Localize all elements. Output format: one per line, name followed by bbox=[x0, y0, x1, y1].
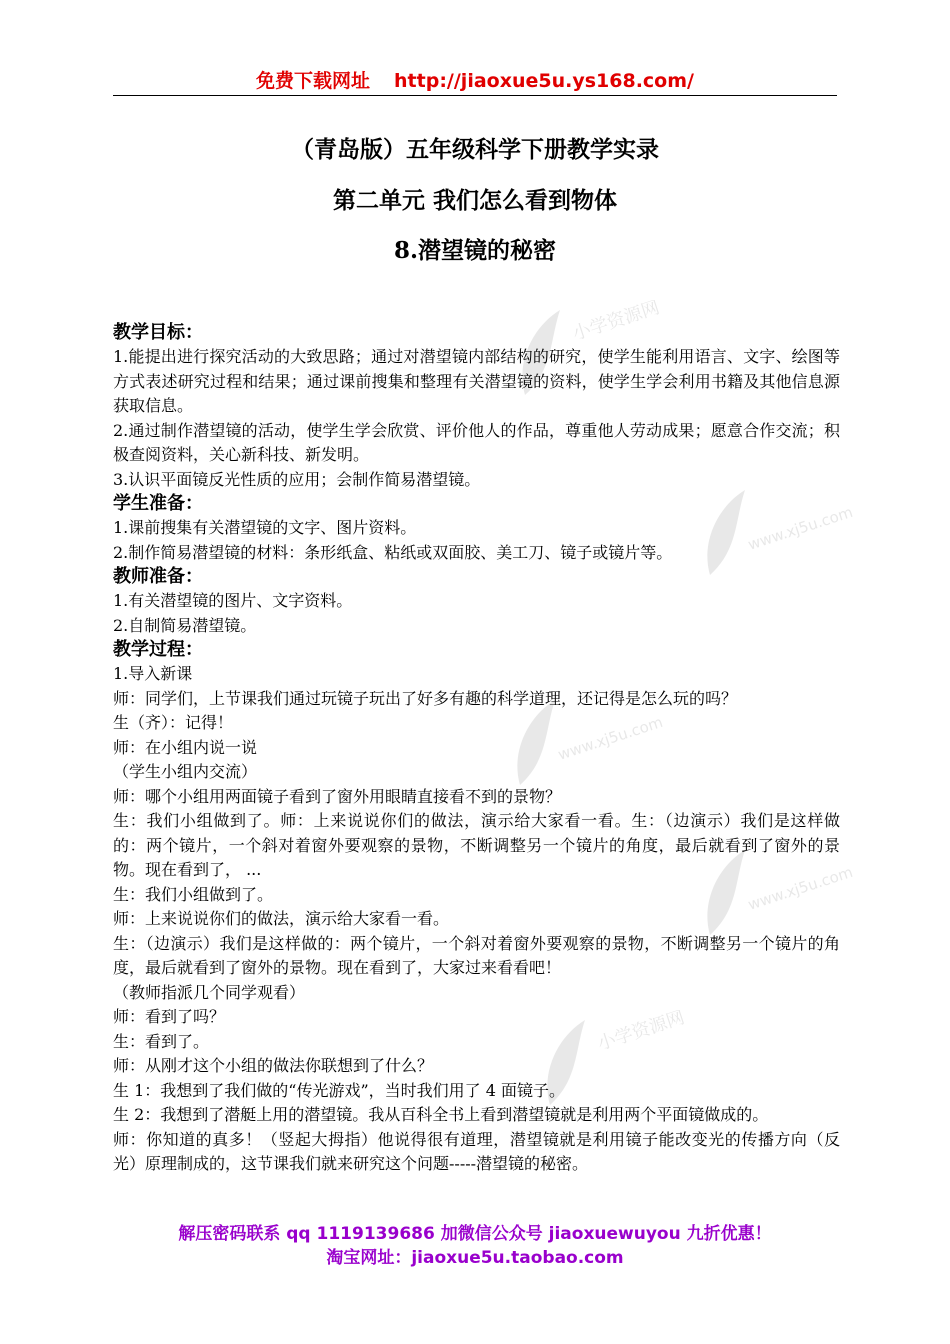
process-line: 生 1：我想到了我们做的“传光游戏”，当时我们用了 4 面镜子。 bbox=[113, 1080, 565, 1100]
svg-text:www.xj5u.com: www.xj5u.com bbox=[555, 712, 666, 764]
footer-shop-link[interactable]: 淘宝网址：jiaoxue5u.taobao.com bbox=[326, 1248, 624, 1268]
process-line: （学生小组内交流） bbox=[113, 762, 258, 781]
svg-text:小学资源网: 小学资源网 bbox=[570, 300, 663, 345]
teacher-prep-heading: 教师准备： bbox=[113, 566, 203, 587]
goal-item: 2.通过制作潜望镜的活动，使学生学会欣赏、评价他人的作品，尊重他人劳动成果；愿意合作交流；积极查阅资料，关心新科技、新发明。 bbox=[113, 420, 840, 464]
process-line: 生：看到了。 bbox=[113, 1031, 210, 1051]
main-title: （青岛版）五年级科学下册教学实录 bbox=[291, 136, 659, 163]
teacher-prep-item: 1.有关潜望镜的图片、文字资料。 bbox=[113, 591, 353, 610]
process-heading: 教学过程： bbox=[113, 639, 203, 660]
unit-title: 第二单元 我们怎么看到物体 bbox=[332, 187, 617, 214]
process-line: 师：哪个小组用两面镜子看到了窗外用眼睛直接看不到的景物？ bbox=[113, 786, 562, 806]
svg-text:小学资源网: 小学资源网 bbox=[595, 1010, 688, 1055]
goal-item: 1.能提出进行探究活动的大致思路；通过对潜望镜内部结构的研究，使学生能利用语言、文字、绘图等方式表述研究过程和结果；通过课前搜集和整理有关潜望镜的资料，使学生学会利用书籍及其他信息源获取信息。 bbox=[113, 347, 840, 415]
footer-contact: 解压密码联系 qq 1119139686 加微信公众号 jiaoxuewuyou 九折优惠！ bbox=[178, 1224, 772, 1244]
process-line: 生 2：我想到了潜艇上用的潜望镜。我从百科全书上看到潜望镜就是利用两个平面镜做成的。 bbox=[113, 1105, 769, 1124]
svg-text:www.xj5u.com: www.xj5u.com bbox=[745, 502, 856, 554]
process-line: 师：从刚才这个小组的做法你联想到了什么？ bbox=[113, 1056, 434, 1075]
process-line: 师：同学们，上节课我们通过玩镜子玩出了好多有趣的科学道理，还记得是怎么玩的吗？ bbox=[113, 688, 738, 708]
process-line: 师：看到了吗？ bbox=[113, 1007, 226, 1026]
lesson-title: 8.潜望镜的秘密 bbox=[393, 237, 556, 264]
header-label: 免费下载网址 bbox=[256, 70, 371, 92]
process-line: 生：（边演示）我们是这样做的：两个镜片，一个斜对着窗外要观察的景物，不断调整另一个镜片的角度，最后就看到了窗外的景物。现在看到了，大家过来看看吧！ bbox=[113, 933, 840, 977]
process-line: 师：在小组内说一说 bbox=[113, 737, 258, 757]
header-url-link[interactable]: http://jiaoxue5u.ys168.com/ bbox=[394, 70, 694, 92]
process-line: 师：你知道的真多！（竖起大拇指）他说得很有道理，潜望镜就是利用镜子能改变光的传播方向（反光）原理制成的，这节课我们就来研究这个问题-----潜望镜的秘密。 bbox=[113, 1129, 840, 1173]
process-line: 生：我们小组做到了。 bbox=[113, 884, 274, 904]
process-line: 生（齐）：记得！ bbox=[113, 713, 234, 732]
student-prep-item: 2.制作简易潜望镜的材料：条形纸盒、粘纸或双面胶、美工刀、镜子或镜片等。 bbox=[113, 542, 673, 562]
header-divider bbox=[113, 95, 837, 96]
goals-heading: 教学目标： bbox=[113, 322, 203, 343]
teacher-prep-item: 2.自制简易潜望镜。 bbox=[113, 615, 257, 635]
svg-text:www.xj5u.com: www.xj5u.com bbox=[745, 862, 856, 914]
process-line: （教师指派几个同学观看） bbox=[113, 982, 306, 1002]
document-body bbox=[113, 321, 840, 1177]
goal-item: 3.认识平面镜反光性质的应用；会制作简易潜望镜。 bbox=[113, 469, 481, 489]
page-header bbox=[0, 66, 950, 93]
process-line: 1.导入新课 bbox=[113, 664, 193, 683]
student-prep-item: 1.课前搜集有关潜望镜的文字、图片资料。 bbox=[113, 518, 417, 537]
student-prep-heading: 学生准备： bbox=[113, 493, 203, 514]
process-line: 师：上来说说你们的做法，演示给大家看一看。 bbox=[113, 909, 450, 928]
process-line: 生：我们小组做到了。师：上来说说你们的做法，演示给大家看一看。生：（边演示）我们是这样做的：两个镜片，一个斜对着窗外要观察的景物，不断调整另一个镜片的角度，最后就看到了窗外的景物。现在看到了， ... bbox=[113, 811, 840, 879]
